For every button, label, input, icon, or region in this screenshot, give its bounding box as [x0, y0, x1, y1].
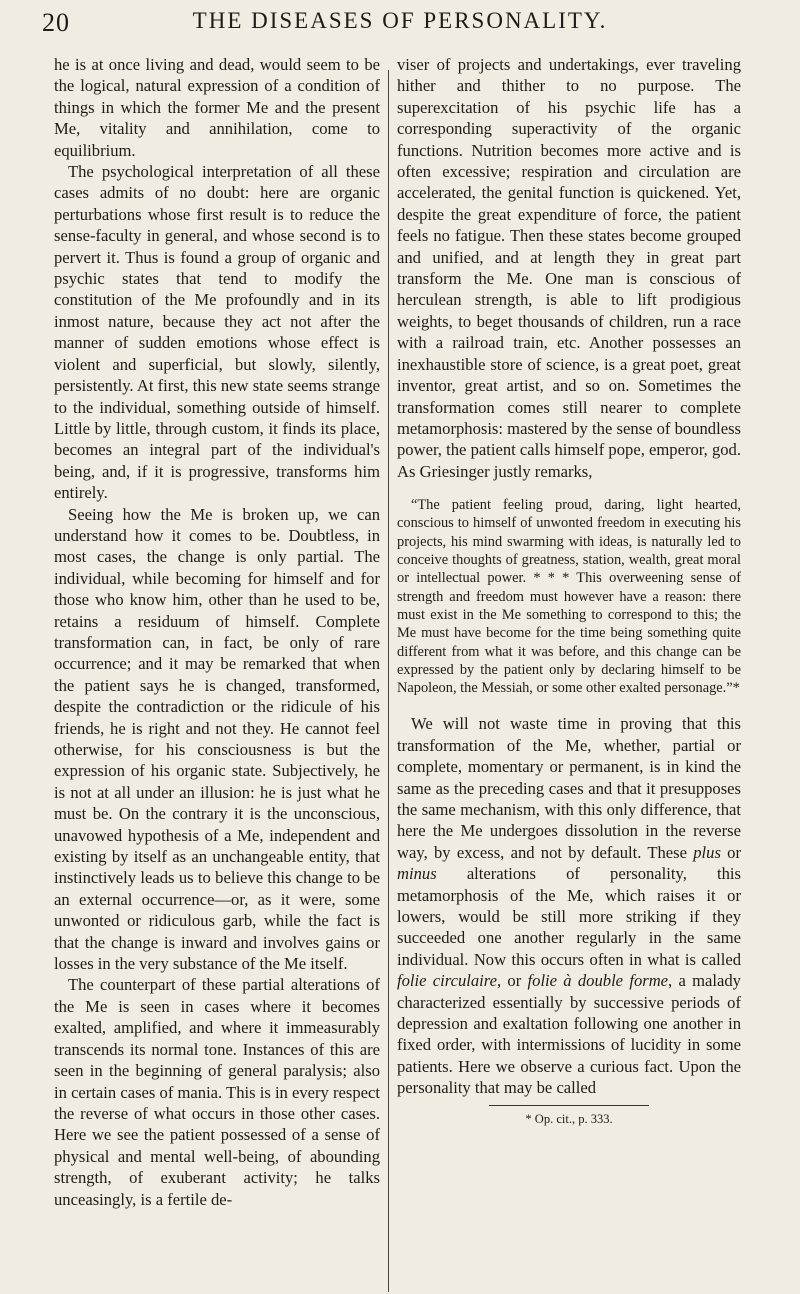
text-run: We will not waste time in proving that this transformation of the Me, whether, partial or complete, momentary or permanent, is in kind the same as the preceding cases and that it presupposes the same mechanism, with this only difference, that here the Me undergoes dissolution in the reverse way, by excess, and not by default. These: [397, 714, 741, 862]
block-quote: [397, 496, 741, 697]
text-run: , or: [496, 971, 528, 991]
text-columns: [0, 54, 800, 1274]
text-run: or: [720, 842, 741, 862]
left-column: [54, 54, 380, 1270]
text-run: , a malady characterized essentially by successive periods of depression and exaltation following one another in fixed order, with intermissions of lucidity in some patients. Here we observe a curious fact. Upon the personality that may be called: [397, 971, 741, 1098]
paragraph: The psychological interpretation of all these cases admits of no doubt: here are organic perturbations whose first result is to reduce the sense-faculty in general, and whose second is to pervert it. Thus is found a group of organic and psychic states that tend to modify the constitution of the Me profoundly and in its inmost nature, because they act not after the manner of sudden emotions whose effect is violent and superficial, but slowly, silently, persistently. At first, this new state seems strange to the individual, something outside of himself. Little by little, through custom, it finds its place, becomes an integral part of the individual's being, and, if it is progressive, transforms him entirely.: [54, 162, 380, 503]
paragraph: [397, 713, 741, 1098]
paragraph: Seeing how the Me is broken up, we can understand how it comes to be. Doubtless, in most cases, the change is only partial. The individual, while becoming for himself and for those who know him, other than he used to be, retains a residuum of himself. Complete transformation can, in fact, be only of rare occurrence; and it may be remarked that when the patient says he is changed, transformed, despite the contradiction or the ridicule of his friends, he is right and not they. He cannot feel otherwise, for his consciousness is but the expression of his organic state. Subjectively, he is not at all under an illusion: he is just what he must be. On the contrary it is the unconscious, unavowed hypothesis of a Me, independent and existing by itself as an unchangeable entity, that instinctively leads us to believe this change to be an external occurrence—or, as it were, some unwonted or ridiculous garb, while the fact is that the change is inward and involves gains or losses in the very substance of the Me itself.: [54, 504, 380, 974]
italic-folie-double-forme: folie à double forme: [527, 971, 669, 991]
italic-minus: minus: [397, 864, 437, 884]
page-header: [0, 8, 800, 44]
italic-plus: plus: [693, 842, 721, 862]
footnote-rule: [489, 1105, 649, 1106]
italic-folie-circulaire: folie circulaire: [397, 971, 497, 991]
running-head: THE DISEASES OF PERSONALITY.: [192, 8, 608, 33]
paragraph: he is at once living and dead, would seem to be the logical, natural expression of a condition of things in which the former Me and the present Me, vitality and annihilation, come to equilibrium.: [54, 55, 380, 160]
right-column: [397, 54, 741, 1270]
column-divider: [388, 70, 389, 1292]
footnote: * Op. cit., p. 333.: [525, 1111, 613, 1126]
paragraph: The counterpart of these partial alterations of the Me is seen in cases where it becomes exalted, amplified, and where it immeasurably transcends its normal tone. Instances of this are seen in the beginning of general paralysis; also in certain cases of mania. This is in every respect the reverse of what occurs in those other cases. Here we see the patient possessed of a sense of physical and mental well-being, of abounding strength, of exuberant activity; he talks unceasingly, is a fertile de-: [54, 975, 380, 1209]
text-run: alterations of personality, this metamorphosis of the Me, which raises it or lowers, would be still more striking if they succeeded one another regularly in the same individual. Now this occurs often in what is called: [397, 864, 741, 969]
page-number: 20: [42, 8, 70, 37]
quote-text: “The patient feeling proud, daring, light hearted, conscious to himself of unwonted freedom in executing his projects, his mind swarming with ideas, is naturally led to conceive thoughts of greatness, station, wealth, great moral or intellectual power. * * * This overweening sense of strength and freedom must however have a reason: there must exist in the Me something to correspond to this; the Me must have become for the time being something quite different from what it was before, and this change can be expressed by the patient only by declaring himself to be Napoleon, the Messiah, or some other exalted personage.”*: [397, 497, 741, 697]
paragraph: viser of projects and undertakings, ever traveling hither and thither to no purpose. The superexcitation of his psychic life has a corresponding superactivity of the organic functions. Nutrition becomes more active and is often excessive; respiration and circulation are accelerated, the genital function is quickened. Yet, despite the great expenditure of force, the patient feels no fatigue. Then these states become grouped and unified, and at length they in great part transform the Me. One man is conscious of herculean strength, is able to lift prodigious weights, to beget thousands of children, run a race with a railroad train, etc. Another possesses an inexhaustible store of science, is a great poet, great inventor, great artist, and so on. Sometimes the transformation comes still nearer to complete metamorphosis: mastered by the sense of boundless power, the patient calls himself pope, emperor, god. As Griesinger justly remarks,: [397, 55, 741, 481]
